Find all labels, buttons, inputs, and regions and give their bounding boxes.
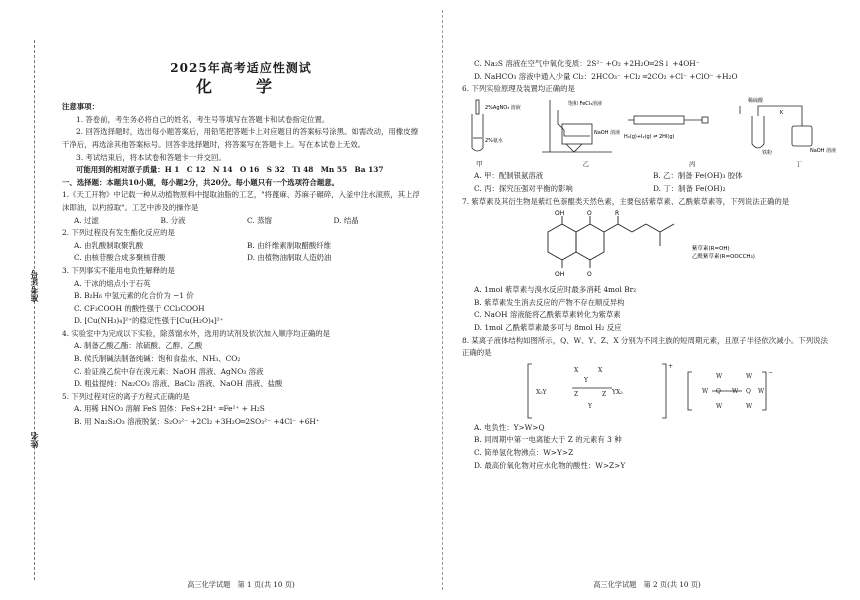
svg-text:W: W (716, 402, 723, 410)
svg-text:X: X (598, 366, 603, 374)
note-2: 2. 回答选择题时，选出每小题答案后，用铅笔把答题卡上对应题目的答案标号涂黑。如需改动，用橡皮擦干净后，再选涂其他答案标号。回答非选择题时，将答案写在答题卡上。写在本试卷上无效。 (62, 127, 418, 149)
label-agno3: 2%AgNO₃ 溶液 (485, 104, 521, 111)
q4-option-c: C. 验证溴乙烷中存在溴元素：NaOH 溶液、AgNO₃ 溶液 (74, 366, 264, 376)
q1-option-a: A. 过滤 (74, 215, 99, 225)
label-naoh-yi: NaOH 溶液 (594, 129, 621, 136)
q2-option-d: D. 由植物油制取人造奶油 (247, 253, 332, 263)
exam-number-label: 准考证号 (29, 270, 39, 302)
svg-text:W: W (746, 402, 753, 410)
page-1 (62, 0, 420, 600)
apparatus-yi (542, 100, 612, 152)
q6-option-d: D. 丁：制备 Fe(OH)₂ (653, 183, 726, 193)
name-label: 姓名 (29, 432, 39, 448)
q5-option-c: C. Na₂S 溶液在空气中氧化变质：2S²⁻ +O₂ +2H₂O═2S↓ +4OH⁻ (474, 59, 700, 68)
q1-option-c: C. 蒸馏 (247, 215, 272, 225)
subject-title: 化 学 (195, 76, 286, 96)
q2-option-c: C. 由核苷酸合成多聚核苷酸 (74, 253, 166, 263)
label-dilute-h2so4: 稀硫酸 (748, 97, 764, 104)
q2-option-a: A. 由乳酸制取聚乳酸 (74, 240, 144, 250)
q4-option-a: A. 制备乙酸乙酯：浓硫酸、乙醇、乙酸 (74, 341, 203, 351)
q1-option-b: B. 分液 (160, 215, 186, 225)
q6-figure-captions (462, 158, 832, 171)
note-3: 3. 考试结束后，将本试卷和答题卡一并交回。 (76, 152, 226, 162)
q7-structure (462, 208, 832, 284)
q6-options-row-1 (462, 170, 832, 183)
q5-option-b: B. 用 Na₂S₂O₃ 溶液脱氯：S₂O₃²⁻ +2Cl₂ +3H₂O═2SO₃²⁻ +4Cl⁻ +6H⁺ (74, 417, 320, 427)
q3-option-d: D. [Cu(NH₃)₄]²⁺的稳定性强于[Cu(H₂O)₄]²⁺ (74, 316, 224, 326)
oh-bottom: OH (555, 271, 565, 279)
q4-option-d: D. 粗盐提纯：Na₂CO₃ 溶液、BaCl₂ 溶液、NaOH 溶液、盐酸 (74, 379, 283, 389)
svg-text:X₃Y: X₃Y (536, 388, 547, 396)
q4-option-b: B. 侯氏制碱法制备纯碱：饱和食盐水、NH₃、CO₂ (74, 354, 241, 364)
binding-line (34, 40, 35, 580)
svg-text:−: − (768, 368, 774, 376)
apparatus-jia (472, 100, 483, 151)
exam-title: 2025年高考适应性测试 (170, 61, 312, 75)
q8-option-b: B. 同周期中第一电离能大于 Z 的元素有 3 种 (474, 435, 622, 445)
svg-text:Q: Q (716, 387, 721, 395)
oh-top: OH (555, 210, 565, 218)
label-ammonia: 2%氨水 (485, 137, 503, 144)
svg-text:X: X (574, 366, 579, 374)
label-iron-powder: 铁粉 (762, 149, 773, 156)
o-top: O (587, 210, 592, 218)
q7-stem: 7. 紫草素及其衍生物是紫红色萘醌类天然色素，主要包括紫草素、乙酰紫草素等，下列说法正确的是 (462, 196, 790, 206)
q2-stem: 2. 下列过程没有发生酯化反应的是 (62, 228, 175, 238)
svg-text:+: + (668, 362, 674, 370)
shikonin-structure-diagram (522, 208, 782, 284)
r-group: R (615, 210, 620, 218)
svg-text:Z: Z (574, 390, 579, 398)
q7-option-b: B. 紫草素发生消去反应的产物不存在顺反异构 (474, 297, 625, 307)
label-naoh-ding: NaOH 溶液 (810, 147, 837, 154)
svg-text:Y: Y (584, 376, 588, 384)
q2-options-row-2 (62, 252, 420, 265)
svg-text:Z: Z (602, 390, 607, 398)
section-1-heading: 一、选择题：本题共10小题，每小题2分，共20分。每小题只有一个选项符合题意。 (62, 177, 339, 187)
svg-text:Y: Y (588, 402, 592, 410)
label-fecl3: 饱和 FeCl₃溶液 (568, 100, 603, 107)
q7-option-a: A. 1mol 紫草素与溴水反应时最多消耗 4mol Br₂ (474, 285, 637, 295)
q3-option-b: B. B₂H₆ 中氢元素的化合价为 −1 价 (74, 291, 194, 301)
apparatus-bing (628, 116, 708, 124)
notes-heading: 注意事项： (62, 102, 99, 112)
note-1: 1. 答卷前，考生务必将自己的姓名、考生号等填写在答题卡和试卷指定位置。 (76, 114, 330, 124)
q3-option-a: A. 干冰的熔点小于石英 (74, 278, 151, 288)
q8-option-c: C. 简单氢化物沸点：W>Y>Z (474, 447, 574, 457)
caption-ding: 丁 (795, 159, 802, 168)
q1-stem: 1.《天工开物》中记载一种从动植物原料中提取油脂的工艺，"将蓖麻、苏麻子碾碎，入釜中注水滚煎，其上浮沫即油，以杓掠取"。工艺中涉及的操作是 (62, 190, 420, 212)
page-divider (442, 10, 443, 590)
svg-text:W: W (732, 387, 739, 395)
q6-option-c: C. 丙：探究压强对平衡的影响 (474, 183, 573, 193)
svg-text:YX₃: YX₃ (612, 388, 623, 396)
svg-text:W: W (702, 387, 709, 395)
ionic-liquid-structure-diagram (462, 360, 832, 422)
caption-bing: 丙 (689, 159, 696, 168)
q1-options (62, 215, 420, 228)
legend-acetylshikonin: 乙酰紫草素(R=OOCCH₃) (692, 254, 755, 261)
q6-options-row-2 (462, 183, 832, 196)
q6-stem: 6. 下列实验原理及装置均正确的是 (462, 84, 575, 94)
svg-text:W: W (758, 387, 765, 395)
q3-option-c: C. CF₃COOH 的酸性强于 CCl₃COOH (74, 303, 205, 313)
q5-option-d: D. NaHCO₃ 溶液中通入少量 Cl₂：2HCO₃⁻ +Cl₂ ═2CO₂ +Cl⁻ +ClO⁻ +H₂O (474, 71, 738, 81)
page-2 (462, 0, 837, 600)
q2-options-row-1 (62, 240, 420, 253)
q5-option-a: A. 用稀 HNO₃ 溶解 FeS 固体：FeS+2H⁺ ═Fe²⁺ + H₂S (74, 404, 265, 414)
q2-option-b: B. 由纤维素制取醋酸纤维 (247, 240, 332, 250)
q5-stem: 5. 下列过程对应的离子方程式正确的是 (62, 391, 190, 401)
svg-text:W: W (716, 372, 723, 380)
page-1-footer: 高三化学试题 第 1 页(共 10 页) (187, 580, 295, 590)
q6-apparatus-figure (462, 96, 837, 158)
atomic-masses: 可能用到的相对原子质量：H 1 C 12 N 14 O 16 S 32 Ti 48 Mn 55 Ba 137 (76, 165, 384, 175)
q6-option-b: B. 乙：制备 Fe(OH)₃ 胶体 (653, 171, 743, 181)
q8-option-d: D. 最高价氧化物对应水化物的酸性：W>Z>Y (474, 460, 626, 470)
svg-text:Q: Q (746, 387, 751, 395)
page-2-footer: 高三化学试题 第 2 页(共 10 页) (593, 580, 701, 590)
caption-jia: 甲 (476, 159, 483, 168)
q7-option-c: C. NaOH 溶液能将乙酰紫草素转化为紫草素 (474, 310, 621, 320)
legend-shikonin: 紫草素(R=OH) (692, 246, 730, 253)
q6-option-a: A. 甲：配制银氨溶液 (474, 171, 544, 181)
q4-stem: 4. 实验室中为完成以下实验，除蒸馏水外，选用的试剂及依次加入顺序均正确的是 (62, 328, 331, 338)
q7-option-d: D. 1mol 乙酰紫草素最多可与 8mol H₂ 反应 (474, 322, 622, 332)
q1-option-d: D. 结晶 (333, 215, 359, 225)
svg-text:W: W (746, 372, 753, 380)
q3-stem: 3. 下列事实不能用电负性解释的是 (62, 265, 175, 275)
o-bottom: O (587, 271, 592, 279)
label-k: K (780, 109, 784, 116)
caption-yi: 乙 (582, 159, 589, 168)
apparatus-ding (740, 106, 812, 148)
q8-option-a: A. 电负性：Y>W>Q (474, 422, 545, 432)
label-equilibrium: H₂(g)+I₂(g) ⇌ 2HI(g) (624, 133, 675, 140)
q8-stem: 8. 某离子液体结构如图所示，Q、W、Y、Z、X 分别为不同主族的短周期元素，且原子半径依次减小。下列说法正确的是 (462, 335, 828, 358)
